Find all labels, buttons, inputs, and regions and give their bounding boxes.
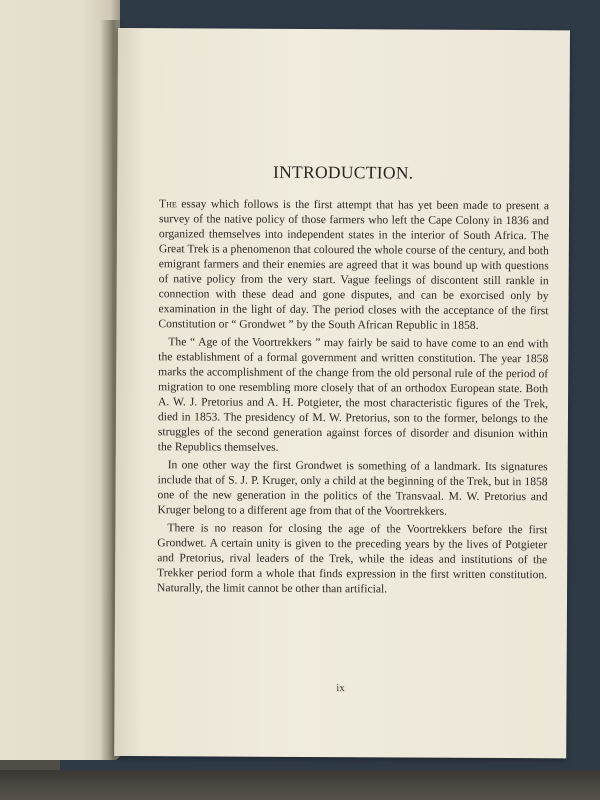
page-heading: INTRODUCTION. [272, 161, 414, 183]
paragraph-4: There is no reason for closing the age of the Voortrekkers before the first Grondwet. A certain unity is given to the preceding years by the lives of Potgieter and Pretorius, rival leaders of the Trek, while the ideas and institutions of the Trekker period form a whole that finds expression in the first written constitution. Naturally, the limit cannot be other than artificial. [157, 521, 548, 596]
body-text [157, 196, 549, 600]
paragraph-1-text: essay which follows is the first attempt that has yet been made to present a survey of the native policy of those farmers who left the Cape Colony in 1836 and organized themselves into independent states in the interior of South Africa. The Great Trek is a phenomenon that coloured the whole course of the century, and both emigrant farmers and their enemies are agreed that it was bound up with questions of native policy from the very start. Vague feelings of discontent still rankle in connection with these dead and gone disputes, and can be exorcised only by examination in the light of day. The period closes with the acceptance of the first Constitution or “ Grondwet ” by the South African Republic in 1858. [158, 197, 550, 332]
paragraph-3: In one other way the first Grondwet is something of a landmark. Its signatures include that of S. J. P. Kruger, only a child at the beginning of the Trek, but in 1858 one of the new generation in the politics of the Transvaal. M. W. Pretorius and Kruger belong to a different age from that of the Voortrekkers. [157, 458, 548, 518]
table-surface [0, 770, 600, 800]
page-number: ix [336, 682, 345, 695]
right-page [114, 28, 570, 758]
paragraph-1-lead-word: The [159, 197, 177, 211]
paragraph-2: The “ Age of the Voortrekkers ” may fairly be said to have come to an end with the establishment of a formal government and written constitution. The year 1858 marks the accomplishment of the change from the old personal rule of the period of migration to one resembling more closely that of an orthodox European state. Both A. W. J. Pretorius and A. H. Potgieter, the most characteristic figures of the Trek, died in 1853. The presidency of M. W. Pretorius, son to the former, belongs to the struggles of the second generation against forces of disorder and disunion within the Republics themselves. [157, 335, 549, 454]
paragraph-1 [158, 196, 549, 333]
